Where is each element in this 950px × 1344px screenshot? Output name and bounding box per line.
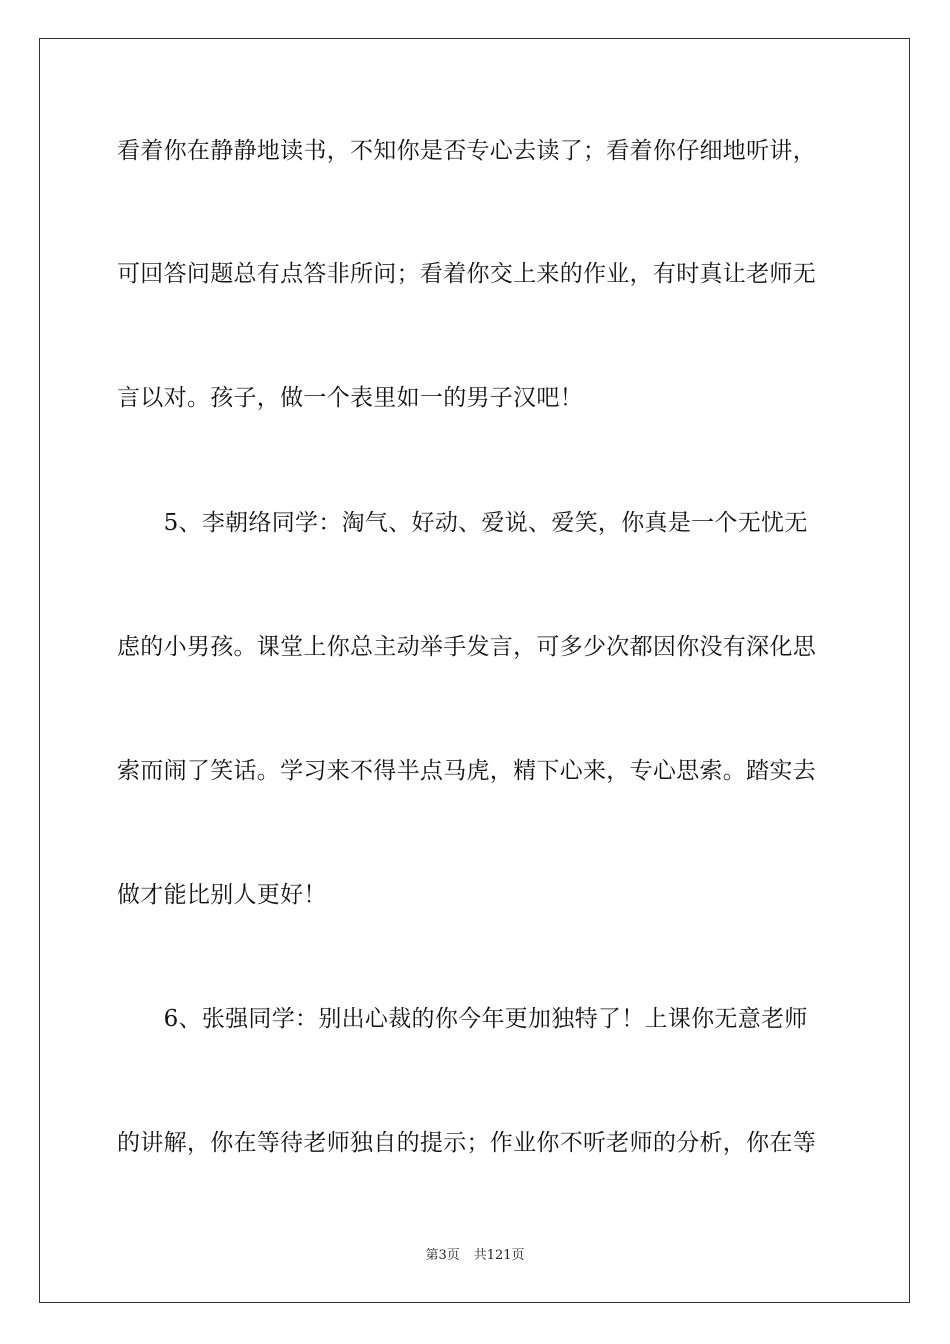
text-line-7: 做才能比别人更好！	[117, 882, 327, 908]
total-pages: 共121页	[473, 1248, 525, 1263]
text-line-2: 可回答问题总有点答非所问；看着你交上来的作业，有时真让老师无	[117, 261, 816, 287]
text-line-5: 虑的小男孩。课堂上你总主动举手发言，可多少次都因你没有深化思	[117, 634, 816, 660]
text-line-4: 5、李朝络同学：淘气、好动、爱说、爱笑，你真是一个无忧无	[117, 510, 808, 536]
text-line-6: 索而闹了笑话。学习来不得半点马虎，精下心来，专心思索。踏实去	[117, 758, 816, 784]
page-border	[39, 38, 910, 1303]
text-line-1: 看着你在静静地读书，不知你是否专心去读了；看着你仔细地听讲，	[117, 138, 816, 164]
text-line-3: 言以对。孩子，做一个表里如一的男子汉吧！	[117, 385, 583, 411]
text-line-8: 6、张强同学：别出心裁的你今年更加独特了！上课你无意老师	[117, 1006, 808, 1032]
text-line-9: 的讲解，你在等待老师独自的提示；作业你不听老师的分析，你在等	[117, 1130, 816, 1156]
page-number: 第3页	[425, 1248, 460, 1263]
page-footer	[0, 1247, 950, 1265]
